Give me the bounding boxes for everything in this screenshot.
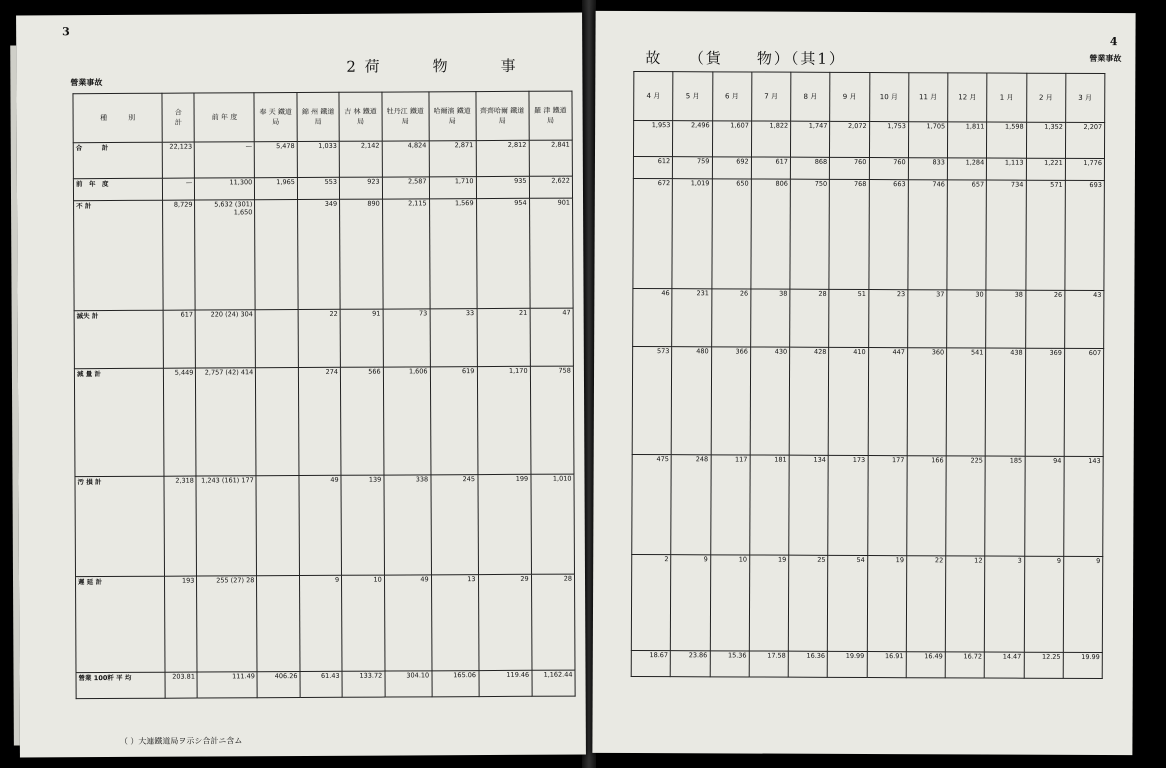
table-cell: 49	[384, 575, 431, 671]
table-cell: 38	[986, 290, 1026, 348]
table-cell: 134	[789, 455, 829, 555]
table-cell: 166	[906, 456, 946, 556]
table-cell: 181	[749, 455, 789, 555]
table-cell: 61.43	[300, 671, 342, 697]
table-cell: 22	[906, 556, 946, 652]
table-cell: 901	[529, 198, 573, 308]
table-cell: 1,776	[1065, 158, 1104, 180]
left-header-label: 營業事故	[70, 77, 103, 88]
table-cell: 193	[164, 576, 197, 672]
table-cell: 203.81	[165, 672, 198, 698]
table-cell: 1,753	[869, 122, 908, 158]
table-row	[76, 670, 575, 699]
table-row	[633, 288, 1104, 348]
table-cell: 165.06	[432, 671, 479, 697]
table-cell: 245	[431, 475, 478, 575]
table-cell: —	[162, 178, 195, 200]
left-col-header: 錦 州 鐵道局	[297, 92, 339, 141]
left-title: 2 荷 物 事	[346, 56, 518, 76]
table-cell: 38	[750, 289, 790, 347]
table-cell: 1,811	[947, 122, 986, 158]
row-label: 前 年 度	[73, 178, 162, 200]
right-col-header: 2 月	[1026, 73, 1065, 122]
table-cell: 8,729	[163, 200, 196, 310]
table-cell: 553	[297, 177, 339, 199]
table-row	[74, 198, 574, 311]
table-cell: 438	[985, 348, 1025, 456]
row-label: 遲 延 計	[76, 576, 166, 672]
table-cell: 26	[711, 289, 751, 347]
table-row	[75, 474, 575, 577]
table-cell: 26	[1025, 290, 1065, 348]
table-cell: 9	[299, 575, 342, 671]
table-cell: 2,207	[1065, 122, 1104, 158]
table-cell: 806	[751, 179, 791, 289]
table-cell: 759	[673, 157, 712, 179]
left-data-table	[72, 91, 575, 700]
table-row	[74, 366, 574, 477]
table-cell: 16.72	[945, 652, 984, 678]
table-cell: 366	[711, 347, 751, 455]
table-cell: 133.72	[342, 671, 385, 697]
table-cell: 935	[476, 176, 529, 198]
table-cell: 349	[297, 199, 340, 309]
table-cell: 51	[829, 289, 869, 347]
table-cell: 10	[710, 555, 750, 651]
table-cell: 406.26	[257, 672, 300, 698]
table-cell: 49	[299, 475, 342, 575]
row-label: 滅失 計	[74, 310, 163, 368]
table-cell: 16.91	[867, 652, 906, 678]
table-cell: 1,352	[1026, 122, 1065, 158]
table-cell: 119.46	[479, 670, 532, 696]
table-cell: 5,449	[163, 368, 196, 476]
table-cell: 650	[711, 179, 751, 289]
table-cell: 12	[945, 556, 985, 652]
table-cell: 19.99	[827, 651, 866, 677]
table-cell: 94	[1024, 456, 1064, 556]
table-cell: 15.36	[710, 651, 749, 677]
table-row	[633, 156, 1104, 180]
table-cell: —	[195, 142, 255, 178]
table-cell: 22,123	[162, 142, 195, 178]
table-cell: 868	[790, 157, 829, 179]
table-cell: 143	[1063, 456, 1103, 556]
table-cell: 2,115	[382, 199, 429, 309]
table-row	[76, 574, 575, 673]
table-cell: 185	[985, 456, 1025, 556]
row-label: 合 計	[73, 142, 162, 178]
table-cell: 29	[478, 574, 532, 670]
table-cell	[256, 368, 299, 476]
table-row	[73, 140, 572, 179]
table-cell: 33	[430, 309, 477, 367]
right-page-number: 4	[1109, 35, 1118, 49]
table-cell: 760	[830, 157, 869, 179]
table-cell: 30	[947, 290, 987, 348]
left-table-body	[73, 140, 575, 699]
table-cell: 46	[633, 288, 673, 346]
table-cell: 890	[340, 199, 383, 309]
right-data-table	[631, 71, 1106, 679]
table-cell: 9	[671, 555, 711, 651]
table-cell: 1,965	[255, 178, 298, 200]
table-cell: 21	[477, 308, 530, 366]
table-cell: 760	[869, 158, 908, 180]
left-col-header: 齊齊哈爾 鐵道局	[475, 91, 528, 140]
table-cell: 19.99	[1063, 652, 1102, 678]
left-col-header: 羅 津 鐵道局	[529, 91, 573, 140]
table-cell: 1,598	[987, 122, 1026, 158]
table-cell: 1,170	[477, 366, 531, 474]
table-cell: 672	[633, 178, 673, 288]
table-cell: 13	[431, 575, 478, 671]
table-cell: 11,300	[195, 178, 255, 200]
table-cell: 612	[633, 156, 672, 178]
table-cell: 9	[1024, 556, 1064, 652]
row-label: 不 計	[74, 200, 164, 310]
table-cell: 23.86	[670, 651, 709, 677]
table-cell: 2,622	[529, 176, 572, 198]
right-col-header: 5 月	[673, 72, 712, 121]
table-cell: 617	[751, 157, 790, 179]
table-cell: 19	[749, 555, 789, 651]
table-cell: 428	[789, 347, 829, 455]
table-cell: 692	[712, 157, 751, 179]
table-cell: 231	[672, 289, 712, 347]
table-cell: 18.67	[631, 650, 670, 676]
right-col-header: 9 月	[830, 72, 869, 121]
table-cell: 54	[828, 555, 868, 651]
left-col-header: 前 年 度	[194, 93, 254, 142]
table-row	[74, 308, 573, 369]
table-row	[633, 178, 1104, 290]
row-label: 營業 100粁 平 均	[76, 672, 165, 698]
table-cell: 750	[790, 179, 830, 289]
table-cell: 2	[631, 554, 671, 650]
table-cell: 1,019	[672, 179, 712, 289]
table-cell: 541	[946, 348, 986, 456]
table-cell: 2,318	[164, 476, 197, 576]
table-cell: 573	[632, 346, 672, 454]
table-cell: 746	[908, 180, 948, 290]
table-cell: 10	[342, 575, 385, 671]
table-cell: 360	[907, 348, 947, 456]
table-cell: 475	[632, 454, 672, 554]
table-row	[633, 120, 1104, 158]
table-cell: 225	[946, 456, 986, 556]
table-cell: 1,747	[790, 121, 829, 157]
table-cell: 255 (27) 28	[197, 576, 257, 672]
table-cell: 16.49	[906, 652, 945, 678]
row-label: 汚 損 計	[75, 476, 165, 576]
table-cell: 3	[985, 556, 1025, 652]
table-cell: 17.58	[749, 651, 788, 677]
table-cell: 566	[341, 367, 384, 475]
table-cell: 619	[430, 367, 477, 475]
table-cell: 4,824	[382, 141, 429, 177]
table-cell: 2,812	[476, 140, 529, 176]
table-cell: 663	[868, 180, 908, 290]
table-cell: 47	[530, 308, 574, 366]
table-cell: 954	[476, 198, 530, 308]
table-cell: 117	[710, 455, 750, 555]
table-cell: 304.10	[385, 671, 432, 697]
table-cell: 833	[908, 158, 947, 180]
table-cell: 1,113	[987, 158, 1026, 180]
table-cell: 2,757 (42) 414	[196, 368, 256, 476]
left-page-number: 3	[62, 25, 70, 39]
table-cell: 1,822	[751, 121, 790, 157]
row-label: 減 量 計	[74, 368, 164, 476]
table-cell: 111.49	[197, 672, 257, 698]
table-cell: 37	[907, 290, 947, 348]
table-cell: 2,587	[382, 177, 429, 199]
right-col-header: 3 月	[1065, 73, 1104, 122]
right-header-row	[634, 71, 1105, 122]
left-col-header: 牡丹江 鐵道局	[382, 92, 429, 141]
right-header-label: 營業事故	[1089, 52, 1122, 64]
table-cell: 571	[1025, 180, 1065, 290]
table-cell: 22	[298, 309, 340, 367]
table-cell: 2,871	[429, 141, 476, 177]
table-cell	[255, 310, 298, 368]
table-cell: 14.47	[984, 652, 1023, 678]
table-cell: 1,569	[429, 199, 476, 309]
table-cell: 923	[340, 177, 383, 199]
table-cell	[256, 476, 299, 576]
left-footnote: （ ）大連鐵道局ヲ示シ合計ニ含ム	[119, 736, 243, 746]
table-cell: 1,705	[908, 122, 947, 158]
table-cell: 734	[986, 180, 1026, 290]
table-cell	[255, 200, 298, 310]
table-row	[73, 176, 572, 201]
table-cell: 1,010	[531, 474, 575, 574]
right-col-header: 10 月	[869, 73, 908, 122]
table-cell: 1,162.44	[532, 670, 575, 696]
table-row	[631, 554, 1102, 652]
left-page	[16, 13, 586, 758]
table-cell: 693	[1065, 180, 1105, 290]
left-col-header: 哈爾濱 鐵道局	[429, 92, 476, 141]
table-cell	[257, 576, 300, 672]
left-col-header: 合 計	[162, 93, 195, 142]
table-cell: 1,710	[429, 177, 476, 199]
table-cell: 1,606	[383, 367, 430, 475]
table-cell: 447	[868, 348, 908, 456]
table-cell: 430	[750, 347, 790, 455]
right-page	[592, 11, 1135, 755]
table-cell: 248	[671, 455, 711, 555]
table-cell: 758	[530, 366, 574, 474]
table-cell: 1,033	[297, 141, 339, 177]
table-cell: 199	[477, 474, 531, 574]
right-col-header: 7 月	[751, 72, 790, 121]
table-cell: 274	[298, 367, 341, 475]
table-row	[632, 454, 1103, 556]
table-cell: 369	[1025, 348, 1065, 456]
table-cell: 617	[163, 310, 196, 368]
table-cell: 173	[828, 455, 868, 555]
table-cell: 177	[867, 456, 907, 556]
table-row	[631, 650, 1102, 678]
table-cell: 1,953	[633, 120, 672, 156]
table-cell: 23	[868, 290, 908, 348]
table-cell: 16.36	[788, 651, 827, 677]
table-row	[632, 346, 1103, 456]
right-table-body	[631, 120, 1104, 678]
table-cell: 28	[531, 574, 575, 670]
table-cell: 220 (24) 304	[196, 310, 256, 368]
table-cell: 607	[1064, 348, 1104, 456]
table-cell: 25	[788, 555, 828, 651]
right-col-header: 1 月	[987, 73, 1026, 122]
table-cell: 410	[828, 347, 868, 455]
left-col-header: 種 別	[73, 93, 162, 142]
table-cell: 1,243 (161) 177	[196, 476, 256, 576]
table-cell: 338	[384, 475, 431, 575]
table-cell: 19	[867, 556, 907, 652]
right-col-header: 4 月	[634, 71, 673, 120]
table-cell: 91	[340, 309, 383, 367]
table-cell: 2,142	[339, 141, 382, 177]
right-col-header: 11 月	[908, 73, 947, 122]
table-cell: 73	[383, 309, 430, 367]
table-cell: 9	[1063, 556, 1103, 652]
table-cell: 2,841	[529, 140, 573, 176]
left-col-header: 吉 林 鐵道局	[339, 92, 382, 141]
table-cell: 2,072	[830, 121, 869, 157]
left-col-header: 奉 天 鐵道局	[254, 93, 297, 142]
table-cell: 12.25	[1024, 652, 1063, 678]
table-cell: 43	[1064, 290, 1104, 348]
table-cell: 28	[790, 289, 830, 347]
right-title: 故 （貨 物）（其1）	[645, 49, 847, 68]
table-cell: 1,607	[712, 121, 751, 157]
table-cell: 139	[341, 475, 384, 575]
left-header-row	[73, 91, 572, 143]
table-cell: 768	[829, 179, 869, 289]
table-cell: 2,496	[673, 121, 712, 157]
right-col-header: 12 月	[948, 73, 987, 122]
table-cell: 1,284	[947, 158, 986, 180]
right-col-header: 8 月	[791, 72, 830, 121]
table-cell: 5,632 (301) 1,650	[195, 200, 255, 310]
table-cell: 5,478	[255, 142, 298, 178]
table-cell: 1,221	[1026, 158, 1065, 180]
table-cell: 657	[947, 180, 987, 290]
right-col-header: 6 月	[712, 72, 751, 121]
table-cell: 480	[671, 347, 711, 455]
